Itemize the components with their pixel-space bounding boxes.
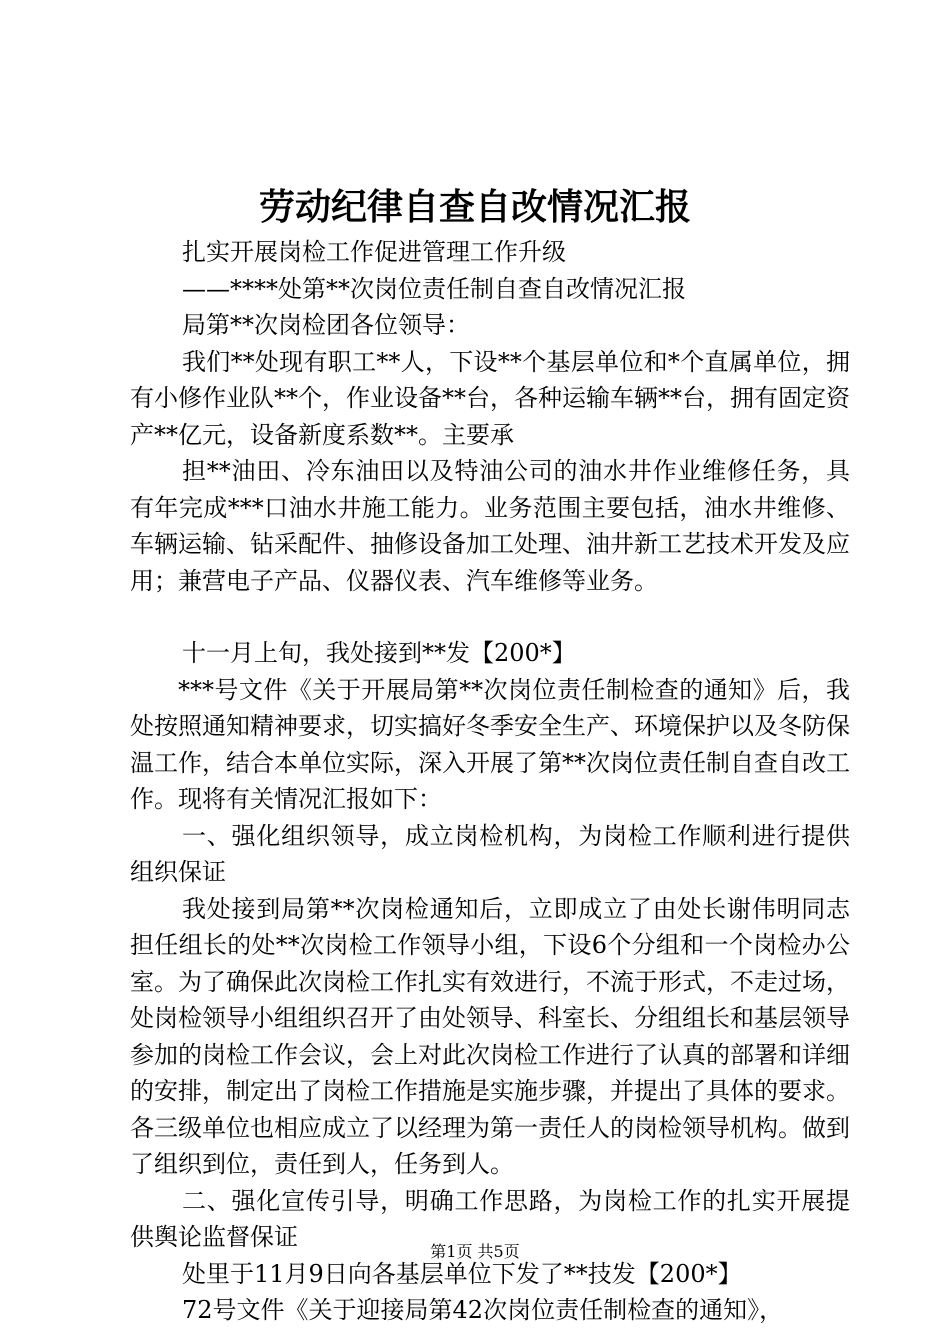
paragraph: 我们**处现有职工**人，下设**个基层单位和*个直属单位，拥有小修作业队**个，作业设备**台，各种运输车辆**台，拥有固定资产**亿元，设备新度系数**。主要承 — [130, 347, 850, 449]
paragraph: 十一月上旬，我处接到**发【200*】 — [182, 639, 576, 667]
paragraph: 担**油田、冷东油田以及特油公司的油水井作业维修任务，具有年完成***口油水井施工能力。业务范围主要包括，油水井维修、车辆运输、钻采配件、抽修设备加工处理、油井新工艺技术开发及应用；兼营电子产品、仪器仪表、汽车维修等业务。 — [130, 457, 850, 595]
document-body — [130, 234, 850, 1329]
subtitle-line: ——****处第**次岗位责任制自查自改情况汇报 — [182, 274, 686, 303]
subtitle: 扎实开展岗检工作促进管理工作升级 — [182, 238, 566, 266]
paragraph-gap — [130, 599, 850, 635]
paragraph: ***号文件《关于开展局第**次岗位责任制检查的通知》后，我处按照通知精神要求，切实搞好冬季安全生产、环境保护以及冬防保温工作，结合本单位实际，深入开展了第**次岗位责任制自查自改工作。现将有关情况汇报如下： — [130, 675, 850, 813]
paragraph: 72号文件《关于迎接局第42次岗位责任制检查的通知》， — [182, 1296, 784, 1324]
paragraph: 我处接到局第**次岗检通知后，立即成立了由处长谢伟明同志担任组长的处**次岗检工作领导小组，下设6个分组和一个岗检办公室。为了确保此次岗检工作扎实有效进行，不流于形式，不走过场，处岗检领导小组组织召开了由处领导、科室长、分组组长和基层领导参加的岗检工作会议，会上对此次岗检工作进行了认真的部署和详细的安排，制定出了岗检工作措施是实施步骤，并提出了具体的要求。各三级单位也相应成立了以经理为第一责任人的岗检领导机构。做到了组织到位，责任到人，任务到人。 — [130, 894, 850, 1178]
page-number: 第1页 共5页 — [430, 1242, 520, 1261]
section-heading: 一、强化组织领导，成立岗检机构，为岗检工作顺利进行提供组织保证 — [130, 821, 850, 886]
salutation: 局第**次岗检团各位领导： — [182, 311, 470, 339]
paragraph: 处里于11月9日向各基层单位下发了**技发【200*】 — [182, 1259, 742, 1288]
document-title: 劳动纪律自查自改情况汇报 — [258, 187, 691, 228]
section-heading: 二、强化宣传引导，明确工作思路，为岗检工作的扎实开展提供舆论监督保证 — [130, 1186, 850, 1251]
